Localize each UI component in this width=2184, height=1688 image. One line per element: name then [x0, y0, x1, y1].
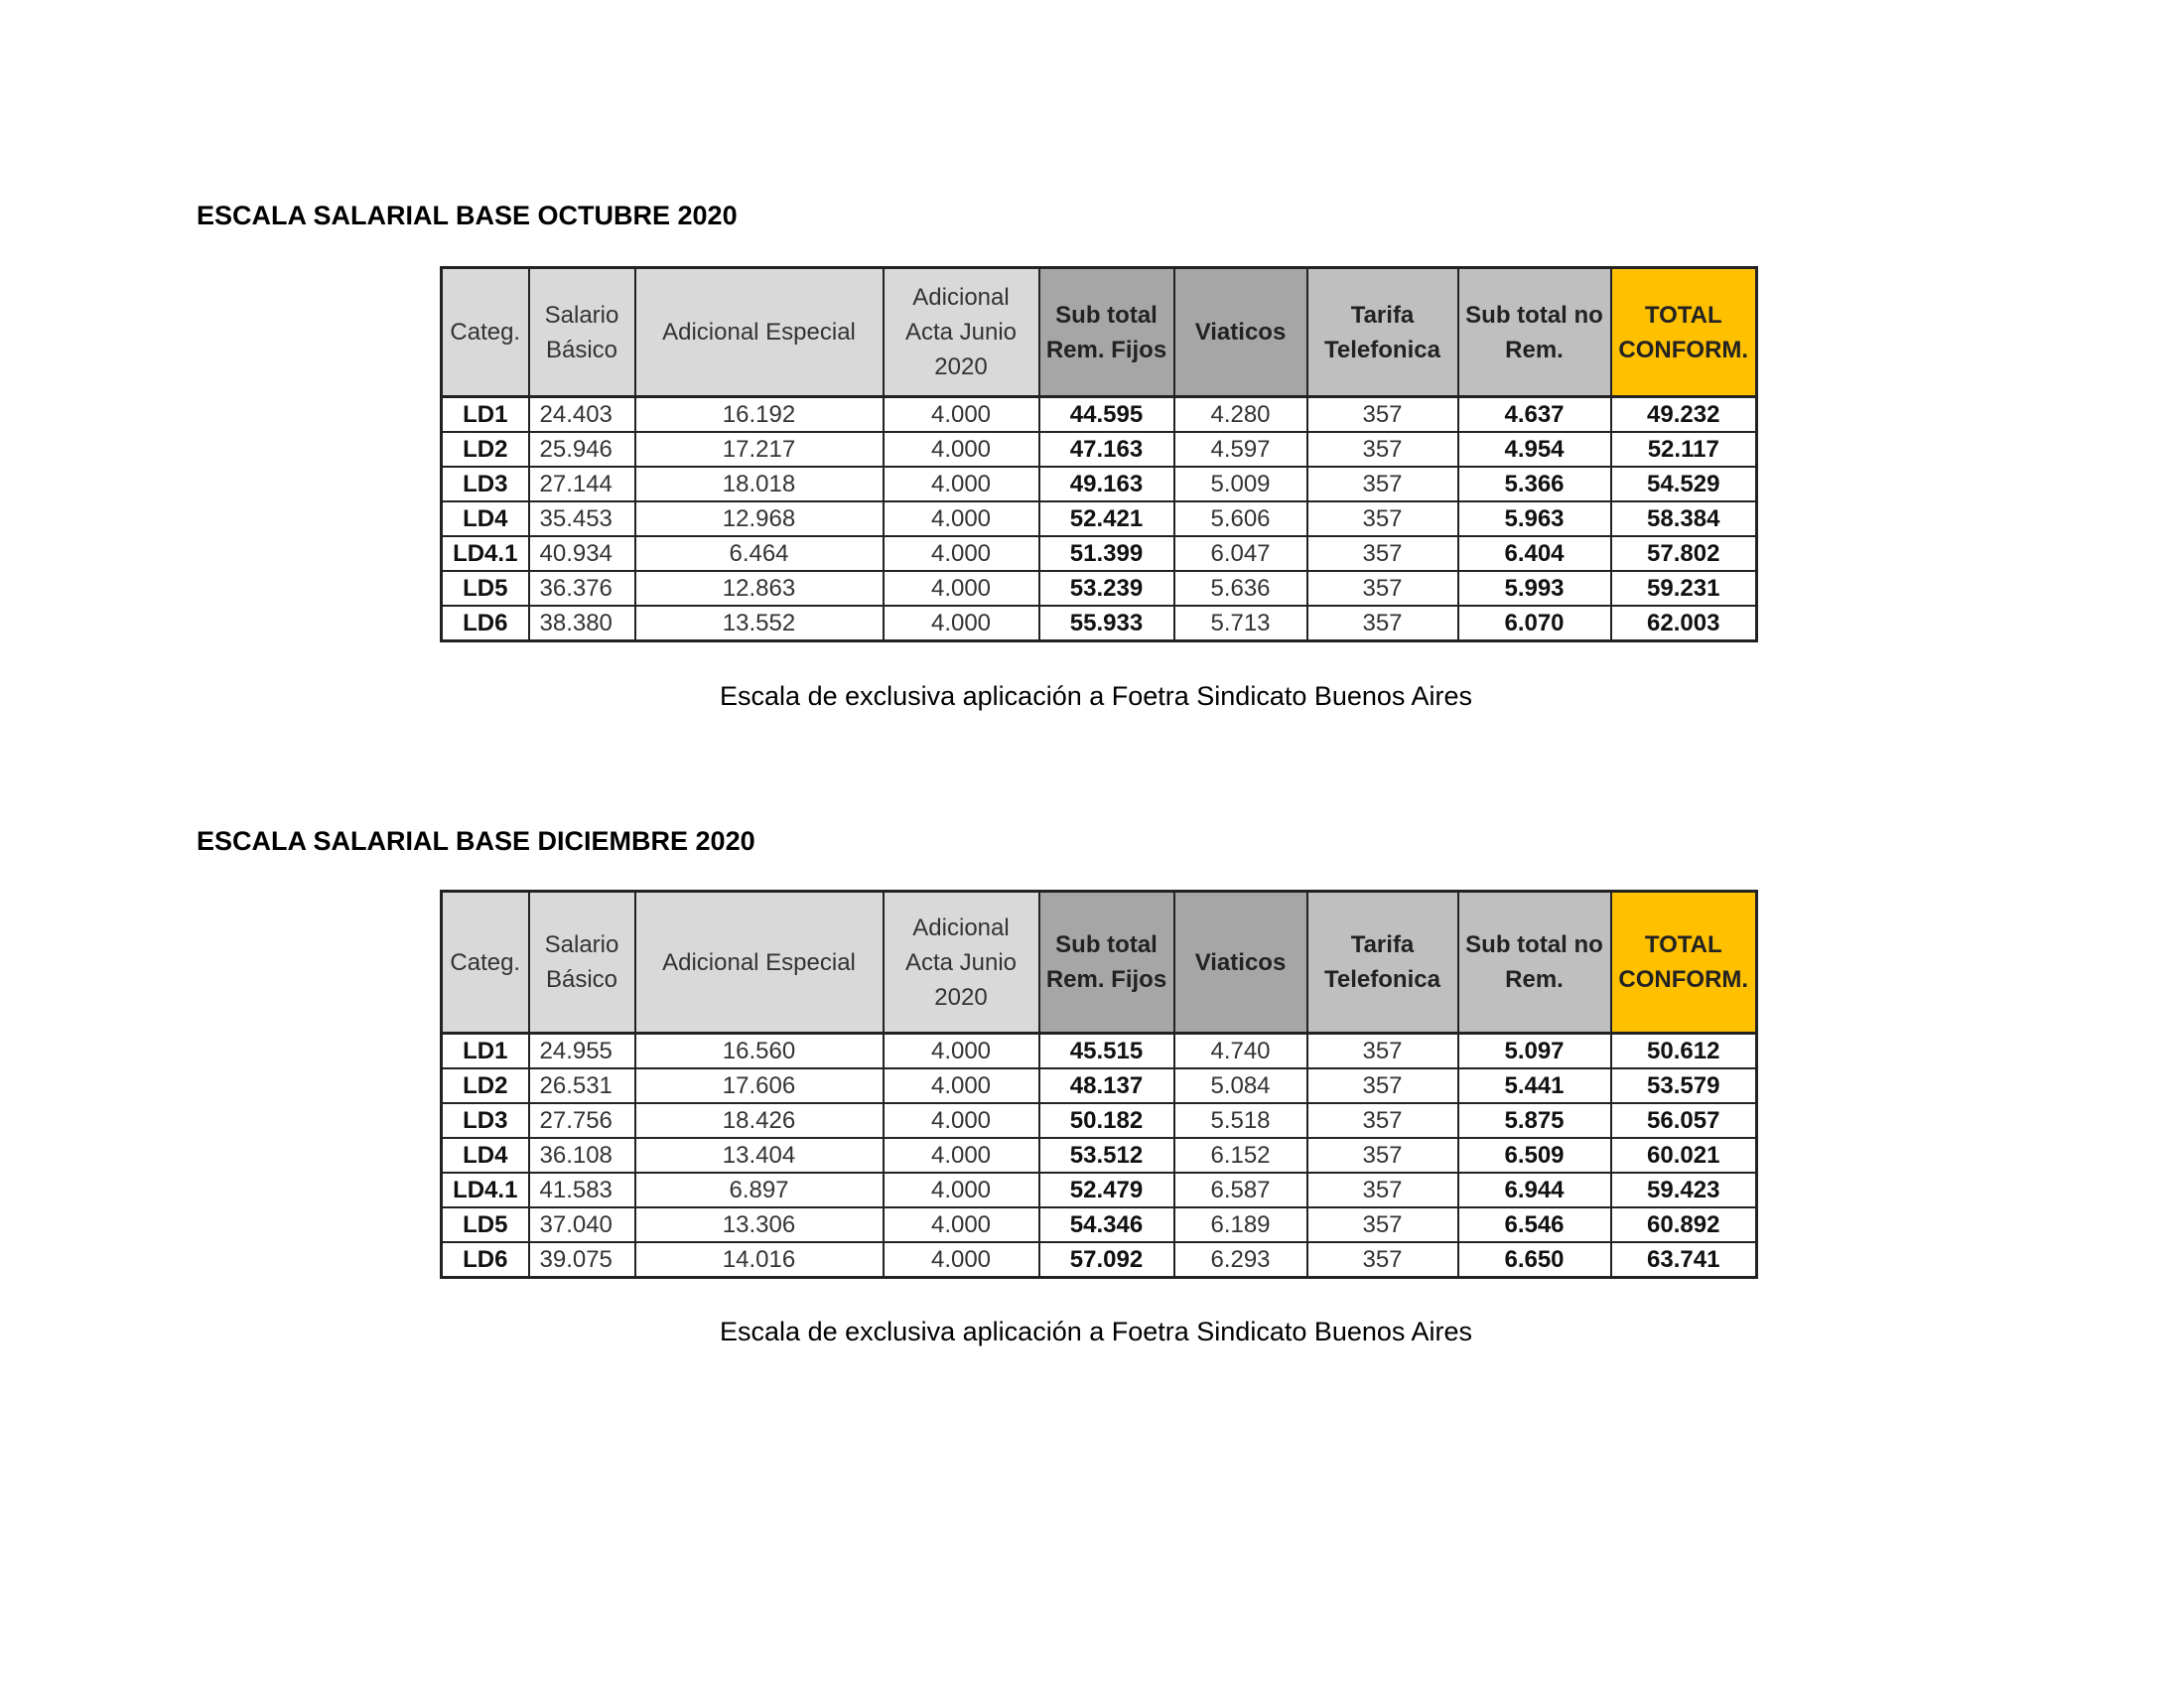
- cell-tarifa: 357: [1307, 397, 1458, 433]
- header-adicional-especial: Adicional Especial: [635, 892, 884, 1034]
- header-viaticos: Viaticos: [1174, 268, 1307, 397]
- table-row: [442, 1173, 1757, 1207]
- header-row: [442, 892, 1757, 1034]
- cell-subtotal-rem: 50.182: [1039, 1103, 1174, 1138]
- cell-total: 50.612: [1611, 1034, 1757, 1069]
- cell-categ: LD4.1: [442, 1173, 529, 1207]
- header-salario-basico: Salario Básico: [529, 268, 635, 397]
- header-subtotal-norem: Sub total no Rem.: [1458, 268, 1611, 397]
- cell-adicional-especial: 12.863: [635, 571, 884, 606]
- cell-total: 60.892: [1611, 1207, 1757, 1242]
- cell-total: 53.579: [1611, 1068, 1757, 1103]
- cell-adicional-especial: 16.192: [635, 397, 884, 433]
- cell-subtotal-rem: 53.512: [1039, 1138, 1174, 1173]
- header-row: [442, 268, 1757, 397]
- cell-total: 62.003: [1611, 606, 1757, 641]
- cell-total: 59.231: [1611, 571, 1757, 606]
- cell-subtotal-rem: 55.933: [1039, 606, 1174, 641]
- header-total: TOTAL CONFORM.: [1611, 268, 1757, 397]
- cell-adicional-especial: 14.016: [635, 1242, 884, 1278]
- cell-adicional-acta: 4.000: [884, 467, 1039, 501]
- cell-tarifa: 357: [1307, 432, 1458, 467]
- header-subtotal-rem: Sub total Rem. Fijos: [1039, 268, 1174, 397]
- cell-viaticos: 6.152: [1174, 1138, 1307, 1173]
- cell-adicional-especial: 12.968: [635, 501, 884, 536]
- cell-subtotal-rem: 54.346: [1039, 1207, 1174, 1242]
- cell-salario-basico: 41.583: [529, 1173, 635, 1207]
- cell-total: 49.232: [1611, 397, 1757, 433]
- cell-adicional-acta: 4.000: [884, 1207, 1039, 1242]
- cell-subtotal-norem: 5.993: [1458, 571, 1611, 606]
- cell-total: 59.423: [1611, 1173, 1757, 1207]
- cell-salario-basico: 39.075: [529, 1242, 635, 1278]
- cell-adicional-especial: 13.306: [635, 1207, 884, 1242]
- cell-subtotal-norem: 5.441: [1458, 1068, 1611, 1103]
- cell-viaticos: 6.047: [1174, 536, 1307, 571]
- cell-subtotal-norem: 5.963: [1458, 501, 1611, 536]
- cell-adicional-especial: 13.404: [635, 1138, 884, 1173]
- cell-subtotal-norem: 6.944: [1458, 1173, 1611, 1207]
- cell-adicional-acta: 4.000: [884, 397, 1039, 433]
- cell-salario-basico: 27.756: [529, 1103, 635, 1138]
- cell-salario-basico: 36.108: [529, 1138, 635, 1173]
- cell-tarifa: 357: [1307, 467, 1458, 501]
- header-adicional-acta: Adicional Acta Junio 2020: [884, 892, 1039, 1034]
- table-note: Escala de exclusiva aplicación a Foetra Sindicato Buenos Aires: [720, 681, 1472, 711]
- cell-tarifa: 357: [1307, 1068, 1458, 1103]
- cell-subtotal-norem: 6.650: [1458, 1242, 1611, 1278]
- cell-categ: LD6: [442, 606, 529, 641]
- cell-salario-basico: 38.380: [529, 606, 635, 641]
- cell-tarifa: 357: [1307, 1207, 1458, 1242]
- cell-salario-basico: 24.955: [529, 1034, 635, 1069]
- cell-adicional-especial: 16.560: [635, 1034, 884, 1069]
- header-adicional-especial: Adicional Especial: [635, 268, 884, 397]
- table-row: [442, 1207, 1757, 1242]
- cell-adicional-especial: 18.018: [635, 467, 884, 501]
- cell-subtotal-rem: 52.479: [1039, 1173, 1174, 1207]
- cell-salario-basico: 35.453: [529, 501, 635, 536]
- cell-adicional-acta: 4.000: [884, 1103, 1039, 1138]
- section-title: ESCALA SALARIAL BASE OCTUBRE 2020: [197, 201, 738, 230]
- cell-categ: LD3: [442, 1103, 529, 1138]
- cell-subtotal-norem: 6.070: [1458, 606, 1611, 641]
- cell-total: 57.802: [1611, 536, 1757, 571]
- cell-salario-basico: 27.144: [529, 467, 635, 501]
- cell-adicional-acta: 4.000: [884, 1138, 1039, 1173]
- cell-salario-basico: 25.946: [529, 432, 635, 467]
- cell-subtotal-rem: 51.399: [1039, 536, 1174, 571]
- cell-categ: LD4: [442, 501, 529, 536]
- cell-subtotal-rem: 45.515: [1039, 1034, 1174, 1069]
- cell-adicional-acta: 4.000: [884, 1242, 1039, 1278]
- table-row: [442, 397, 1757, 433]
- header-viaticos: Viaticos: [1174, 892, 1307, 1034]
- table-row: [442, 432, 1757, 467]
- cell-total: 60.021: [1611, 1138, 1757, 1173]
- cell-subtotal-rem: 44.595: [1039, 397, 1174, 433]
- table-row: [442, 501, 1757, 536]
- table-note: Escala de exclusiva aplicación a Foetra Sindicato Buenos Aires: [720, 1317, 1472, 1346]
- cell-total: 54.529: [1611, 467, 1757, 501]
- cell-categ: LD1: [442, 397, 529, 433]
- cell-viaticos: 5.084: [1174, 1068, 1307, 1103]
- cell-subtotal-rem: 53.239: [1039, 571, 1174, 606]
- table-row: [442, 1068, 1757, 1103]
- table-row: [442, 606, 1757, 641]
- cell-adicional-especial: 13.552: [635, 606, 884, 641]
- cell-adicional-acta: 4.000: [884, 1173, 1039, 1207]
- header-salario-basico: Salario Básico: [529, 892, 635, 1034]
- cell-subtotal-norem: 4.637: [1458, 397, 1611, 433]
- table-row: [442, 1034, 1757, 1069]
- table-row: [442, 1242, 1757, 1278]
- cell-total: 58.384: [1611, 501, 1757, 536]
- table-row: [442, 1138, 1757, 1173]
- cell-salario-basico: 24.403: [529, 397, 635, 433]
- cell-subtotal-rem: 49.163: [1039, 467, 1174, 501]
- table-row: [442, 536, 1757, 571]
- cell-adicional-acta: 4.000: [884, 571, 1039, 606]
- cell-subtotal-norem: 6.404: [1458, 536, 1611, 571]
- cell-adicional-especial: 6.897: [635, 1173, 884, 1207]
- cell-adicional-especial: 17.606: [635, 1068, 884, 1103]
- cell-viaticos: 6.587: [1174, 1173, 1307, 1207]
- table-row: [442, 571, 1757, 606]
- cell-adicional-acta: 4.000: [884, 432, 1039, 467]
- header-subtotal-rem: Sub total Rem. Fijos: [1039, 892, 1174, 1034]
- cell-categ: LD1: [442, 1034, 529, 1069]
- cell-tarifa: 357: [1307, 606, 1458, 641]
- section-title: ESCALA SALARIAL BASE DICIEMBRE 2020: [197, 826, 755, 856]
- cell-viaticos: 4.280: [1174, 397, 1307, 433]
- salary-table: [440, 890, 1758, 1279]
- cell-adicional-acta: 4.000: [884, 1034, 1039, 1069]
- cell-total: 56.057: [1611, 1103, 1757, 1138]
- cell-total: 52.117: [1611, 432, 1757, 467]
- cell-adicional-acta: 4.000: [884, 1068, 1039, 1103]
- cell-salario-basico: 26.531: [529, 1068, 635, 1103]
- cell-categ: LD3: [442, 467, 529, 501]
- header-adicional-acta: Adicional Acta Junio 2020: [884, 268, 1039, 397]
- cell-adicional-acta: 4.000: [884, 501, 1039, 536]
- cell-tarifa: 357: [1307, 1034, 1458, 1069]
- cell-categ: LD5: [442, 1207, 529, 1242]
- cell-subtotal-rem: 47.163: [1039, 432, 1174, 467]
- header-tarifa: Tarifa Telefonica: [1307, 268, 1458, 397]
- cell-tarifa: 357: [1307, 536, 1458, 571]
- header-tarifa: Tarifa Telefonica: [1307, 892, 1458, 1034]
- cell-total: 63.741: [1611, 1242, 1757, 1278]
- cell-subtotal-rem: 57.092: [1039, 1242, 1174, 1278]
- cell-adicional-especial: 18.426: [635, 1103, 884, 1138]
- cell-categ: LD4: [442, 1138, 529, 1173]
- cell-categ: LD5: [442, 571, 529, 606]
- cell-tarifa: 357: [1307, 1173, 1458, 1207]
- cell-tarifa: 357: [1307, 1138, 1458, 1173]
- cell-adicional-acta: 4.000: [884, 606, 1039, 641]
- cell-viaticos: 6.189: [1174, 1207, 1307, 1242]
- cell-viaticos: 5.636: [1174, 571, 1307, 606]
- cell-subtotal-norem: 5.097: [1458, 1034, 1611, 1069]
- cell-adicional-especial: 6.464: [635, 536, 884, 571]
- cell-viaticos: 4.740: [1174, 1034, 1307, 1069]
- cell-tarifa: 357: [1307, 1242, 1458, 1278]
- cell-categ: LD4.1: [442, 536, 529, 571]
- table-row: [442, 1103, 1757, 1138]
- cell-salario-basico: 40.934: [529, 536, 635, 571]
- header-total: TOTAL CONFORM.: [1611, 892, 1757, 1034]
- cell-salario-basico: 37.040: [529, 1207, 635, 1242]
- cell-categ: LD2: [442, 432, 529, 467]
- header-categ: Categ.: [442, 268, 529, 397]
- cell-viaticos: 5.518: [1174, 1103, 1307, 1138]
- cell-subtotal-norem: 6.509: [1458, 1138, 1611, 1173]
- cell-categ: LD2: [442, 1068, 529, 1103]
- table-row: [442, 467, 1757, 501]
- cell-viaticos: 5.606: [1174, 501, 1307, 536]
- header-subtotal-norem: Sub total no Rem.: [1458, 892, 1611, 1034]
- cell-subtotal-rem: 48.137: [1039, 1068, 1174, 1103]
- cell-subtotal-rem: 52.421: [1039, 501, 1174, 536]
- cell-categ: LD6: [442, 1242, 529, 1278]
- cell-subtotal-norem: 6.546: [1458, 1207, 1611, 1242]
- cell-adicional-acta: 4.000: [884, 536, 1039, 571]
- cell-salario-basico: 36.376: [529, 571, 635, 606]
- salary-table: [440, 266, 1758, 642]
- header-categ: Categ.: [442, 892, 529, 1034]
- cell-subtotal-norem: 5.366: [1458, 467, 1611, 501]
- cell-tarifa: 357: [1307, 501, 1458, 536]
- cell-adicional-especial: 17.217: [635, 432, 884, 467]
- cell-tarifa: 357: [1307, 571, 1458, 606]
- cell-viaticos: 6.293: [1174, 1242, 1307, 1278]
- cell-viaticos: 4.597: [1174, 432, 1307, 467]
- cell-tarifa: 357: [1307, 1103, 1458, 1138]
- cell-viaticos: 5.713: [1174, 606, 1307, 641]
- cell-subtotal-norem: 4.954: [1458, 432, 1611, 467]
- cell-viaticos: 5.009: [1174, 467, 1307, 501]
- cell-subtotal-norem: 5.875: [1458, 1103, 1611, 1138]
